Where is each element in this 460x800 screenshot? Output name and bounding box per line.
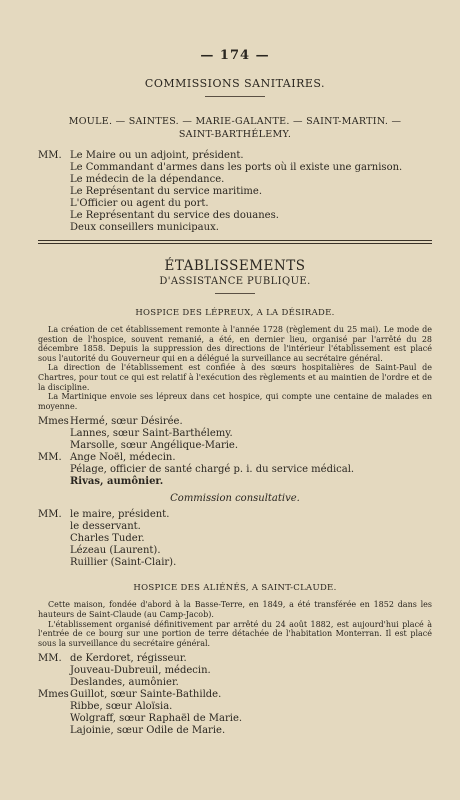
double-rule-divider: [38, 240, 432, 244]
staff-entry: Deslandes, aumônier.: [70, 677, 179, 689]
towns-header: [38, 115, 432, 141]
staff-entry: Rivas, aumônier.: [70, 476, 164, 488]
paragraph: La direction de l'établissement est confiée à des sœurs hospitalières de Saint-Paul de Chartres, pour tout ce qui est relatif à l'exécution des règlements et au maintien de l'ordre et de la discipline.: [38, 363, 432, 392]
prefix: Mmes: [38, 416, 69, 428]
etablissements-subtitle: D'ASSISTANCE PUBLIQUE.: [159, 276, 311, 287]
member: Le Maire ou un adjoint, président.: [70, 150, 244, 161]
commission-members: [38, 150, 432, 234]
member: le maire, président.: [70, 509, 170, 521]
towns-line: SAINT-BARTHÉLEMY.: [178, 129, 292, 140]
hospice-alienes-text: [38, 600, 432, 648]
prefix: MM.: [38, 150, 62, 161]
member: Le Représentant du service maritime.: [70, 186, 263, 197]
staff-entry: Hermé, sœur Désirée.: [70, 416, 183, 428]
staff-entry: Jouveau-Dubreuil, médecin.: [70, 665, 211, 677]
commission-consultative-members: [38, 509, 432, 569]
staff-entry: Ribbe, sœur Aloïsia.: [70, 701, 173, 713]
etablissements-title: ÉTABLISSEMENTS: [164, 258, 306, 274]
hospice-lepreux-text: [38, 325, 432, 411]
member: Charles Tuder.: [70, 533, 145, 545]
staff-entry: Ange Noël, médecin.: [70, 452, 176, 464]
staff-entry: de Kerdoret, régisseur.: [70, 653, 187, 665]
staff-entry: Pélage, officier de santé chargé p. i. du service médical.: [70, 464, 355, 476]
staff-entry: Marsolle, sœur Angélique-Marie.: [70, 440, 239, 452]
member: Le Commandant d'armes dans les ports où il existe une garnison.: [70, 162, 403, 173]
commission-consultative-title: Commission consultative.: [170, 493, 300, 505]
divider: [205, 96, 265, 97]
paragraph: Cette maison, fondée d'abord à la Basse-Terre, en 1849, a été transférée en 1852 dans les hauteurs de Saint-Claude (au Camp-Jacob).: [38, 600, 432, 619]
staff-entry: Guillot, sœur Sainte-Bathilde.: [70, 689, 222, 701]
prefix: MM.: [38, 452, 62, 464]
hospice-alienes-staff: [38, 653, 432, 737]
paragraph: L'établissement organisé définitivement par arrêté du 24 août 1882, est aujourd'hui placé à l'entrée de ce bourg sur une portion de terre détachée de l'habitation Monterran. Il est placé sous la surveillance du secrétaire général.: [38, 619, 432, 648]
member: Deux conseillers municipaux.: [70, 222, 219, 233]
page-number: — 174 —: [200, 48, 270, 63]
staff-entry: Wolgraff, sœur Raphaël de Marie.: [70, 713, 243, 725]
member: Le médecin de la dépendance.: [70, 174, 225, 185]
member: Ruillier (Saint-Clair).: [70, 557, 177, 569]
staff-entry: Lajoinie, sœur Odile de Marie.: [70, 725, 226, 737]
hospice-alienes-heading: HOSPICE DES ALIÉNÉS, A SAINT-CLAUDE.: [133, 583, 337, 594]
prefix: Mmes: [38, 689, 69, 701]
member: le desservant.: [70, 521, 141, 533]
staff-entry: Lannes, sœur Saint-Barthélemy.: [70, 428, 233, 440]
paragraph: La création de cet établissement remonte à l'année 1728 (règlement du 25 mai). Le mode de gestion de l'hospice, souvent remanié, a été, en dernier lieu, organisé par l'arrêté du 28 décembre 1858. Depuis la suppression des directions de l'intérieur l'établissement est placé sous l'autorité du Gouverneur qui en a délégué la surveillance au secrétaire général.: [38, 325, 432, 363]
section-title: COMMISSIONS SANITAIRES.: [144, 77, 326, 90]
prefix: MM.: [38, 509, 62, 521]
member: Lézeau (Laurent).: [70, 545, 161, 557]
hospice-lepreux-heading: HOSPICE DES LÉPREUX, A LA DÉSIRADE.: [135, 308, 335, 318]
towns-line: MOULE. — SAINTES. — MARIE-GALANTE. — SAINT-MARTIN. —: [68, 116, 402, 127]
divider: [215, 293, 255, 294]
member: Le Représentant du service des douanes.: [70, 210, 279, 221]
hospice-lepreux-staff: [38, 416, 432, 488]
member: L'Officier ou agent du port.: [70, 198, 209, 209]
paragraph: La Martinique envoie ses lépreux dans cet hospice, qui compte une centaine de malades en moyenne.: [38, 392, 432, 411]
prefix: MM.: [38, 653, 62, 665]
